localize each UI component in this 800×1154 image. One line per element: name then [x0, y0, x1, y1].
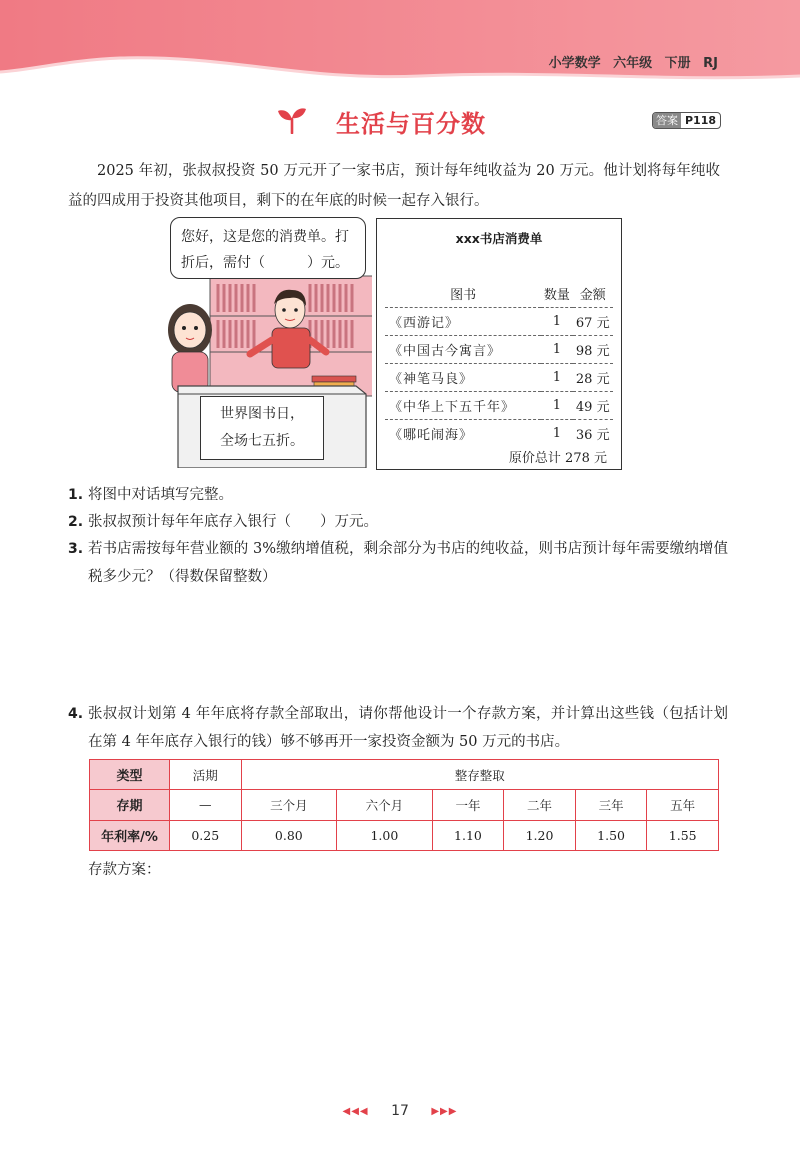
header-banner [0, 0, 800, 95]
receipt-header-row [385, 280, 613, 307]
book-qty: 1 [541, 391, 572, 419]
book-amount: 67 元 [573, 307, 614, 335]
receipt-col-book: 图书 [450, 287, 477, 303]
book-name: 《中华上下五千年》 [385, 391, 541, 419]
question-number: 4. [68, 706, 84, 722]
receipt-col-amount: 金额 [579, 287, 606, 303]
term-cell: 六个月 [337, 790, 433, 820]
question-text: 将图中对话填写完整。 [88, 487, 233, 503]
book-amount: 98 元 [573, 335, 614, 363]
left-arrows-icon: ◀◀◀ [342, 1106, 369, 1117]
question-text: 若书店需按每年营业额的 3%缴纳增值税，剩余部分为书店的纯收益，则书店预计每年需要缴纳增值税多少元？（得数保留整数） [88, 541, 728, 585]
receipt [376, 218, 622, 470]
interest-rate-table [89, 759, 719, 851]
question-text: 张叔叔计划第 4 年年底将存款全部取出，请你帮他设计一个存款方案，并计算出这些钱（包括计划在第 4 年年底存入银行的钱）够不够再开一家投资金额为 50 万元的书店。 [88, 706, 728, 750]
term-cell: 三年 [575, 790, 647, 820]
book-amount: 28 元 [573, 363, 614, 391]
term-cell: — [170, 790, 242, 820]
sign-line-1: 世界图书日， [220, 406, 304, 422]
receipt-row [385, 363, 613, 391]
answer-page: P118 [685, 114, 717, 127]
row-label-term: 存期 [90, 790, 170, 820]
question-2 [68, 508, 728, 536]
rates-row-term [90, 790, 719, 820]
page-footer [0, 1103, 800, 1119]
term-cell: 五年 [647, 790, 719, 820]
rate-cell: 1.20 [504, 820, 576, 850]
question-1 [68, 481, 728, 509]
section-title: 生活与百分数 [336, 110, 486, 138]
answer-label: 答案 [653, 113, 681, 128]
rate-cell: 1.55 [647, 820, 719, 850]
book-qty: 1 [541, 335, 572, 363]
term-cell: 二年 [504, 790, 576, 820]
rate-cell: 1.50 [575, 820, 647, 850]
book-name: 《中国古今寓言》 [385, 335, 541, 363]
book-qty: 1 [541, 363, 572, 391]
rate-cell: 1.00 [337, 820, 433, 850]
section-header [0, 100, 800, 140]
term-cell: 三个月 [241, 790, 337, 820]
row-label-rate: 年利率/% [90, 820, 170, 850]
rate-cell: 0.80 [241, 820, 337, 850]
question-4 [68, 700, 728, 756]
receipt-row [385, 335, 613, 363]
receipt-title: xxx书店消费单 [455, 231, 543, 246]
rates-row-type [90, 760, 719, 790]
book-qty: 1 [541, 307, 572, 335]
rates-row-rate [90, 820, 719, 850]
sale-sign [200, 396, 324, 460]
book-info: 小学数学 六年级 下册 RJ [548, 56, 718, 71]
book-name: 《哪吒闹海》 [385, 419, 541, 447]
intro-paragraph: 2025 年初，张叔叔投资 50 万元开了一家书店，预计每年纯收益为 20 万元。他计划将每年纯收益的四成用于投资其他项目，剩下的在年底的时候一起存入银行。 [68, 163, 720, 209]
question-3 [68, 535, 728, 591]
receipt-row [385, 391, 613, 419]
receipt-total: 原价总计 278 元 [508, 451, 607, 466]
receipt-row [385, 419, 613, 447]
type-fixed: 整存整取 [241, 760, 718, 790]
sprout-icon [276, 106, 308, 134]
speech-bubble: 您好，这是您的消费单。打折后，需付（ ）元。 [170, 217, 366, 279]
book-name: 《神笔马良》 [385, 363, 541, 391]
receipt-table [385, 280, 613, 447]
receipt-col-qty: 数量 [543, 287, 570, 303]
rate-cell: 0.25 [170, 820, 242, 850]
book-amount: 49 元 [573, 391, 614, 419]
question-number: 2. [68, 514, 84, 530]
page-number: 17 [391, 1103, 409, 1119]
question-number: 3. [68, 541, 84, 557]
row-label-type: 类型 [90, 760, 170, 790]
answer-page-ref [652, 112, 721, 129]
sign-line-2: 全场七五折。 [220, 433, 304, 449]
rate-cell: 1.10 [432, 820, 504, 850]
deposit-plan-label: 存款方案： [88, 862, 161, 878]
book-qty: 1 [541, 419, 572, 447]
book-amount: 36 元 [573, 419, 614, 447]
type-current: 活期 [170, 760, 242, 790]
receipt-row [385, 307, 613, 335]
term-cell: 一年 [432, 790, 504, 820]
question-number: 1. [68, 487, 84, 503]
question-text: 张叔叔预计每年年底存入银行（ ）万元。 [88, 514, 378, 530]
book-name: 《西游记》 [385, 307, 541, 335]
right-arrows-icon: ▶▶▶ [431, 1106, 458, 1117]
